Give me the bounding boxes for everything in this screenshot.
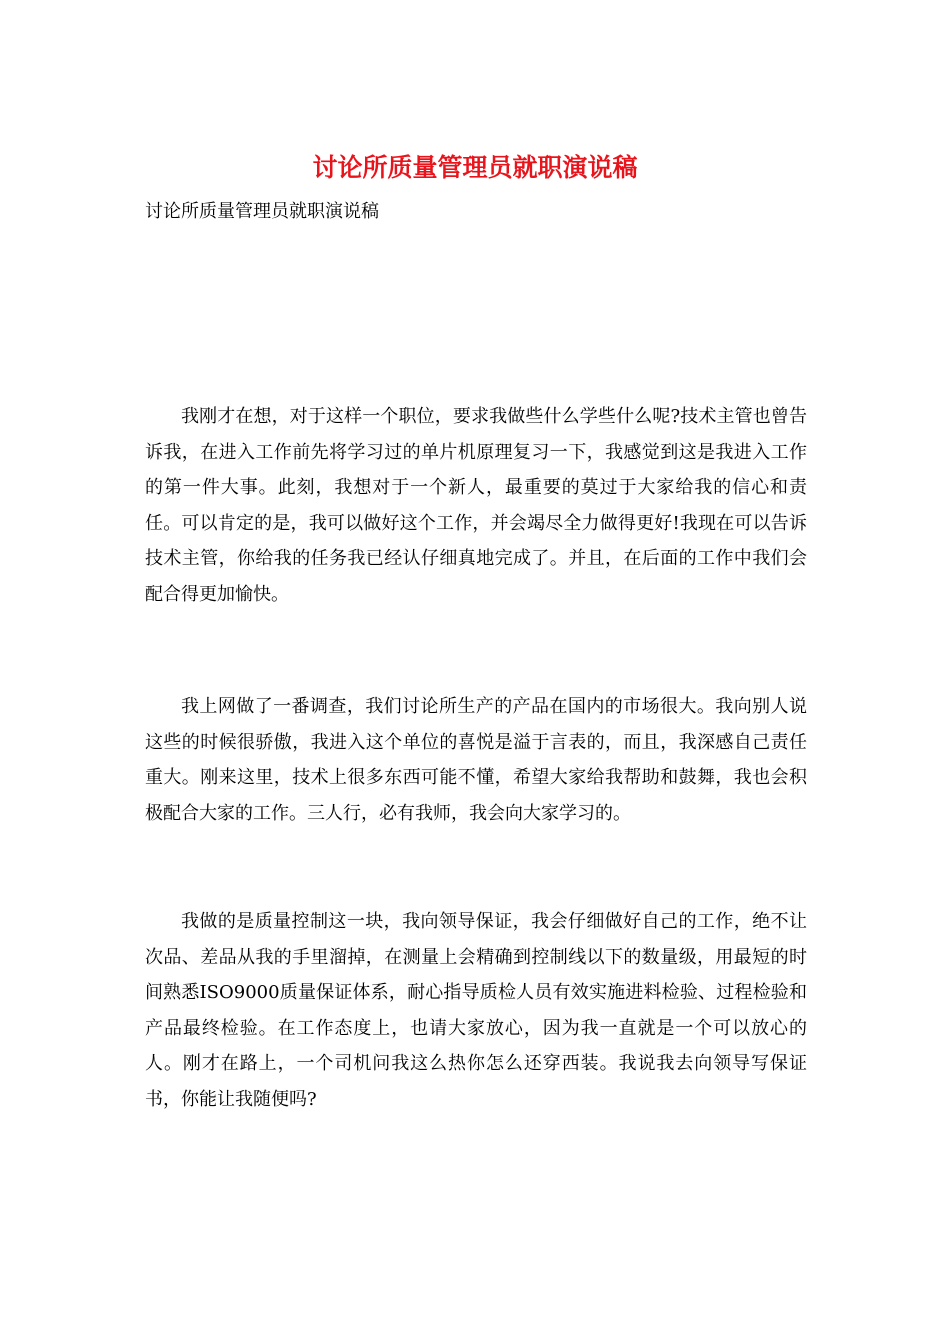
paragraph-2: 我上网做了一番调查，我们讨论所生产的产品在国内的市场很大。我向别人说这些的时候很骄傲，我进入这个单位的喜悦是溢于言表的，而且，我深感自己责任重大。刚来这里，技术上很多东西可能不懂，希望大家给我帮助和鼓舞，我也会积极配合大家的工作。三人行，必有我师，我会向大家学习的。: [145, 696, 807, 824]
document-subtitle: 讨论所质量管理员就职演说稿: [145, 201, 379, 222]
paragraph-3: 我做的是质量控制这一块，我向领导保证，我会仔细做好自己的工作，绝不让次品、差品从我的手里溜掉，在测量上会精确到控制线以下的数量级，用最短的时间熟悉ISO9000质量保证体系，耐心指导质检人员有效实施进料检验、过程检验和产品最终检验。在工作态度上，也请大家放心，因为我一直就是一个可以放心的人。刚才在路上，一个司机问我这么热你怎么还穿西装。我说我去向领导写保证书，你能让我随便吗?: [145, 911, 807, 1110]
document-title: 讨论所质量管理员就职演说稿: [312, 153, 638, 182]
paragraph-1: 我刚才在想，对于这样一个职位，要求我做些什么学些什么呢?技术主管也曾告诉我，在进入工作前先将学习过的单片机原理复习一下，我感觉到这是我进入工作的第一件大事。此刻，我想对于一个新人，最重要的莫过于大家给我的信心和责任。可以肯定的是，我可以做好这个工作，并会竭尽全力做得更好!我现在可以告诉技术主管，你给我的任务我已经认仔细真地完成了。并且，在后面的工作中我们会配合得更加愉快。: [145, 406, 807, 605]
